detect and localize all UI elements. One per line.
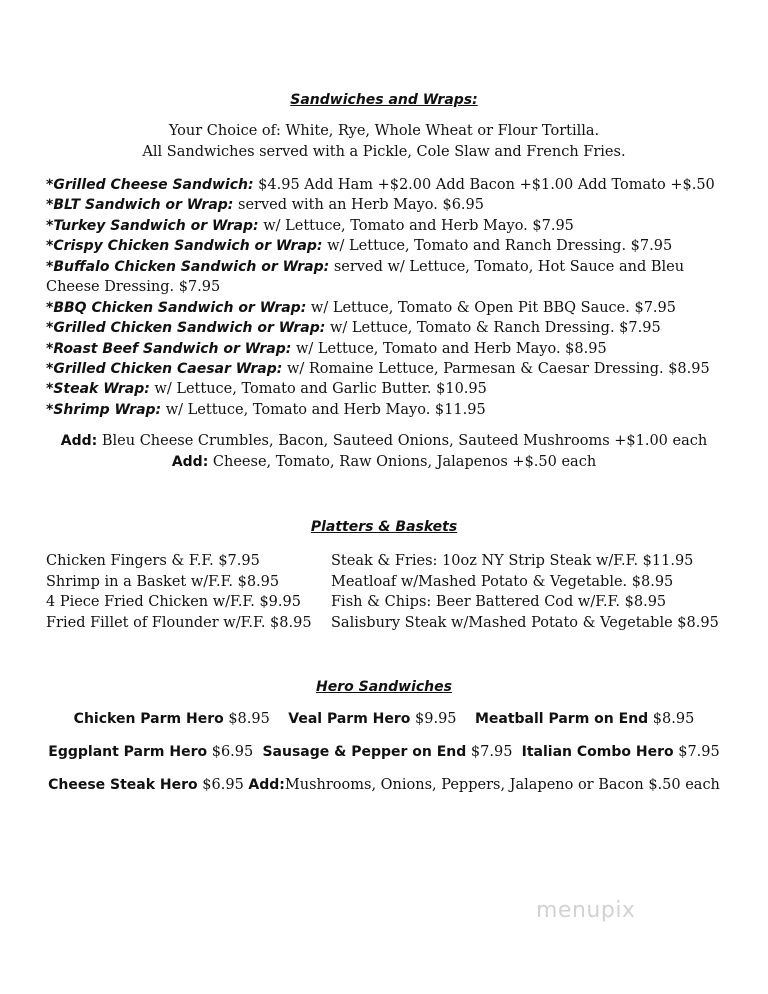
item-desc: $4.95 Add Ham +$2.00 Add Bacon +$1.00 Add Tomato +$.50 bbox=[253, 177, 715, 193]
sandwiches-intro-line: Your Choice of: White, Rye, Whole Wheat or Flour Tortilla. bbox=[168, 123, 600, 139]
platter-item: Salisbury Steak w/Mashed Potato & Vegetable $8.95 bbox=[331, 614, 719, 631]
menu-item bbox=[46, 379, 736, 399]
hero-item-price: $7.95 bbox=[673, 744, 720, 760]
item-name: *Turkey Sandwich or Wrap: bbox=[46, 217, 259, 234]
item-desc: w/ Lettuce, Tomato and Herb Mayo. $8.95 bbox=[291, 341, 607, 357]
hero-item-name: Meatball Parm on End bbox=[474, 711, 649, 727]
platter-item: Meatloaf w/Mashed Potato & Vegetable. $8.95 bbox=[331, 573, 674, 590]
hero-row bbox=[0, 777, 768, 793]
hero-item-name: Italian Combo Hero bbox=[521, 744, 674, 760]
hero-item-price: $8.95 bbox=[223, 711, 270, 727]
platter-item: Fish & Chips: Beer Battered Cod w/F.F. $8.95 bbox=[331, 594, 667, 610]
menu-item bbox=[46, 318, 736, 338]
item-desc: w/ Lettuce, Tomato and Herb Mayo. $11.95 bbox=[161, 402, 486, 418]
item-name: *Grilled Cheese Sandwich: bbox=[46, 177, 254, 193]
menu-item bbox=[46, 236, 736, 256]
menu-item bbox=[46, 359, 736, 379]
hero-item-price: $7.95 bbox=[466, 744, 513, 760]
item-name: *Shrimp Wrap: bbox=[46, 402, 162, 418]
platters-right-column bbox=[331, 551, 719, 633]
add-label: Add: bbox=[171, 454, 209, 470]
hero-item-name: Veal Parm Hero bbox=[288, 711, 411, 727]
menu-item-continued bbox=[46, 277, 736, 297]
item-name: *Roast Beef Sandwich or Wrap: bbox=[46, 341, 292, 357]
add-label: Add: bbox=[60, 433, 98, 449]
item-desc: w/ Lettuce, Tomato and Garlic Butter. $10.95 bbox=[149, 381, 487, 397]
item-name: *BBQ Chicken Sandwich or Wrap: bbox=[46, 300, 307, 316]
item-name: *Grilled Chicken Caesar Wrap: bbox=[46, 361, 283, 377]
item-desc: served w/ Lettuce, Tomato, Hot Sauce and Bleu bbox=[329, 259, 685, 275]
hero-row bbox=[0, 711, 768, 727]
hero-item-price: $6.95 bbox=[197, 777, 244, 793]
hero-item-name: Cheese Steak Hero bbox=[48, 777, 198, 793]
platter-item: Chicken Fingers & F.F. $7.95 bbox=[46, 553, 260, 569]
hero-heading: Hero Sandwiches bbox=[316, 679, 452, 695]
menu-item bbox=[46, 216, 736, 236]
sandwich-add-ons bbox=[0, 433, 768, 449]
add-label: Add: bbox=[248, 777, 285, 793]
menu-item bbox=[46, 339, 736, 359]
hero-item-name: Eggplant Parm Hero bbox=[48, 744, 208, 760]
hero-row bbox=[0, 744, 768, 760]
item-name: *Steak Wrap: bbox=[46, 381, 150, 397]
item-desc: w/ Lettuce, Tomato & Ranch Dressing. $7.95 bbox=[325, 320, 661, 336]
add-text: Mushrooms, Onions, Peppers, Jalapeno or Bacon $.50 each bbox=[284, 777, 720, 793]
menu-item bbox=[46, 298, 736, 318]
platter-item: Shrimp in a Basket w/F.F. $8.95 bbox=[46, 573, 280, 590]
platters-left-column bbox=[46, 551, 312, 633]
platter-item: Fried Fillet of Flounder w/F.F. $8.95 bbox=[46, 614, 312, 631]
menu-item bbox=[46, 195, 736, 215]
item-desc: w/ Romaine Lettuce, Parmesan & Caesar Dressing. $8.95 bbox=[282, 361, 710, 377]
platter-item: Steak & Fries: 10oz NY Strip Steak w/F.F. $11.95 bbox=[331, 553, 694, 569]
sandwich-add-ons bbox=[0, 454, 768, 470]
item-name: *Grilled Chicken Sandwich or Wrap: bbox=[46, 320, 326, 336]
platters-heading: Platters & Baskets bbox=[310, 519, 458, 535]
hero-item-price: $6.95 bbox=[207, 744, 254, 760]
menu-item bbox=[46, 400, 736, 420]
add-text: Bleu Cheese Crumbles, Bacon, Sauteed Onions, Sauteed Mushrooms +$1.00 each bbox=[97, 433, 708, 449]
item-name: *Buffalo Chicken Sandwich or Wrap: bbox=[46, 259, 330, 275]
hero-item-name: Chicken Parm Hero bbox=[73, 711, 224, 727]
menupix-watermark: menupix bbox=[536, 898, 636, 923]
sandwiches-heading: Sandwiches and Wraps: bbox=[290, 92, 478, 108]
add-text: Cheese, Tomato, Raw Onions, Jalapenos +$.50 each bbox=[208, 454, 597, 470]
item-name: *Crispy Chicken Sandwich or Wrap: bbox=[46, 238, 323, 254]
item-desc: w/ Lettuce, Tomato & Open Pit BBQ Sauce. $7.95 bbox=[306, 300, 676, 316]
hero-item-price: $9.95 bbox=[410, 711, 457, 727]
menu-item bbox=[46, 175, 736, 195]
item-desc: served with an Herb Mayo. $6.95 bbox=[233, 197, 484, 213]
item-name: *BLT Sandwich or Wrap: bbox=[46, 197, 234, 213]
item-desc: w/ Lettuce, Tomato and Herb Mayo. $7.95 bbox=[258, 217, 574, 234]
item-desc: w/ Lettuce, Tomato and Ranch Dressing. $7.95 bbox=[322, 238, 673, 254]
menu-item bbox=[46, 257, 736, 277]
hero-item-price: $8.95 bbox=[648, 711, 695, 727]
sandwiches-intro-line: All Sandwiches served with a Pickle, Cole Slaw and French Fries. bbox=[142, 144, 626, 160]
platter-item: 4 Piece Fried Chicken w/F.F. $9.95 bbox=[46, 594, 301, 610]
item-desc: Cheese Dressing. $7.95 bbox=[46, 279, 221, 295]
hero-item-name: Sausage & Pepper on End bbox=[262, 744, 467, 760]
